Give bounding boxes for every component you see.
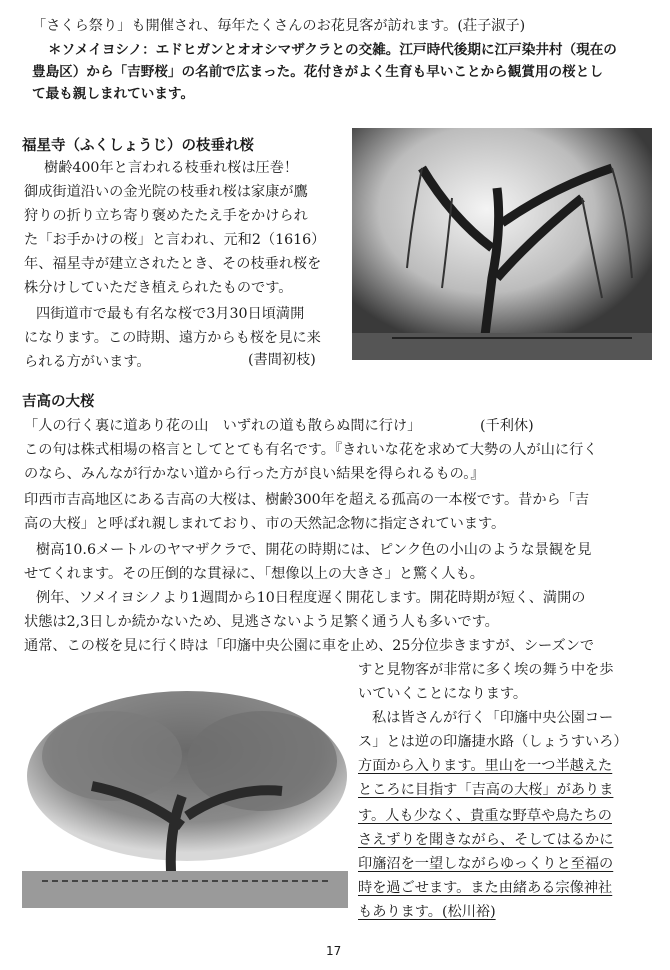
section-title: 吉高の大桜 (22, 394, 95, 410)
body-line: もあります。(松川裕) (358, 904, 496, 920)
note-line: 豊島区）から「吉野桜」の名前で広まった。花付きがよく生育も早いことから観賞用の桜とし (32, 64, 603, 80)
body-line: のなら、みんなが行かない道から行った方が良い結果を得られるもの。』 (24, 466, 485, 482)
body-line: ス」とは逆の印旛捷水路（しょうすいろ） (358, 734, 628, 750)
body-line: 御成街道沿いの金光院の枝垂れ桜は家康が鷹 (24, 184, 308, 200)
page-number: 17 (326, 944, 342, 958)
body-line: す。人も少なく、貴重な野草や鳥たちの (358, 808, 612, 824)
body-line: 方面から入ります。里山を一つ半越えた (358, 758, 613, 774)
body-line: 高の大桜」と呼ばれ親しまれており、市の天然記念物に指定されています。 (24, 516, 506, 532)
intro-line: 「さくら祭り」も開催され、毎年たくさんのお花見客が訪れます。(荘子淑子) (32, 18, 526, 34)
body-line: 私は皆さんが行く「印旛中央公園コー (372, 710, 614, 726)
body-line: 株分けしていただき植えられたものです。 (24, 280, 293, 296)
body-line: 樹高10.6メートルのヤマザクラで、開花の時期には、ピンク色の小山のような景観を見 (36, 542, 592, 558)
body-line: られる方がいます。 (24, 354, 151, 370)
poem-line: 「人の行く裏に道あり花の山 いずれの道も散らぬ間に行け」 (24, 418, 422, 434)
body-line: さえずりを聞きながら、そしてはるかに (358, 832, 614, 848)
body-line: 例年、ソメイヨシノより1週間から10日程度遅く開花します。開花時期が短く、満開の (36, 590, 586, 606)
body-line: この句は株式相場の格言としてとても有名です。『きれいな花を求めて大勢の人が山に行く (24, 442, 598, 458)
yoshitaka-cherry-photo (22, 686, 348, 908)
body-line: 通常、この桜を見に行く時は「印旛中央公園に車を止め、25分位歩きますが、シーズンで (24, 638, 595, 654)
body-line: 印旛沼を一望しながらゆっくりと至福の (358, 856, 614, 872)
body-line: 四街道市で最も有名な桜で3月30日頃満開 (36, 306, 305, 322)
body-line: 狩りの折り立ち寄り褒めたたえ手をかけられ (24, 208, 308, 224)
body-line: すと見物客が非常に多く埃の舞う中を歩 (358, 662, 614, 678)
section-title: 福星寺（ふくしょうじ）の枝垂れ桜 (22, 138, 254, 154)
note-line: て最も親しまれています。 (32, 86, 195, 102)
body-line: になります。この時期、遠方からも桜を見に来 (24, 330, 321, 346)
note-line: ＊ソメイヨシノ：エドヒガンとオオシマザクラとの交雑。江戸時代後期に江戸染井村（現在の (48, 42, 617, 58)
author-name: (書間初枝) (248, 352, 316, 368)
body-line: 時を過ごせます。また由緒ある宗像神社 (358, 880, 613, 896)
body-line: いていくことになります。 (358, 686, 528, 702)
weeping-cherry-photo (352, 128, 652, 360)
body-line: ところに目指す「吉高の大桜」がありま (358, 782, 614, 798)
body-line: 状態は2,3日しか続かないため、見逃さないよう足繁く通う人も多いです。 (24, 614, 499, 630)
body-line: 印西市吉高地区にある吉高の大桜は、樹齢300年を超える孤高の一本桜です。昔から「吉 (24, 492, 590, 508)
poem-author: (千利休) (480, 418, 534, 434)
body-line: 樹齢400年と言われる枝垂れ桜は圧巻！ (44, 160, 299, 176)
body-line: た「お手かけの桜」と言われ、元和2（1616） (24, 232, 326, 248)
body-line: せてくれます。その圧倒的な貫禄に、「想像以上の大きさ」と驚く人も。 (24, 566, 484, 582)
body-line: 年、福星寺が建立されたとき、その枝垂れ桜を (24, 256, 322, 272)
